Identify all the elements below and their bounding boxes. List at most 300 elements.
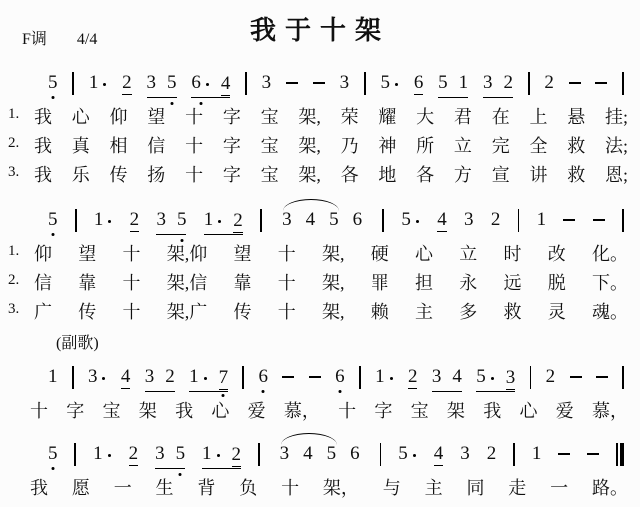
note-body <box>93 443 112 464</box>
duration-dot <box>395 83 398 86</box>
lyric-syllable: 罪 <box>370 273 389 293</box>
beam-group <box>204 209 243 235</box>
note-body <box>460 443 470 464</box>
lyric-syllable: 脱 <box>547 273 566 293</box>
note-body <box>48 366 58 387</box>
note-digit: 1 <box>48 366 58 387</box>
note <box>156 209 166 234</box>
barline <box>528 72 530 95</box>
low-octave-dot <box>170 102 173 105</box>
note-digit: 3 <box>431 366 442 387</box>
note-body <box>48 209 58 230</box>
note-digit: 3 <box>339 72 350 93</box>
lyric-syllable: 同 <box>466 478 485 498</box>
note-digit: 3 <box>460 443 470 464</box>
beam-group <box>147 72 177 98</box>
note <box>432 366 442 391</box>
note <box>147 72 157 97</box>
lyric-syllable: 愿 <box>71 478 90 498</box>
note-digit: 5 <box>401 209 411 230</box>
beam-group <box>202 443 241 469</box>
note <box>381 72 400 93</box>
lyric-syllable: 十 <box>338 401 357 421</box>
note <box>145 366 155 391</box>
lyric-syllable: 十 <box>30 401 48 421</box>
note-digit: 2 <box>122 72 132 93</box>
note-digit: 2 <box>165 366 175 387</box>
lyric-syllable: 信 <box>34 273 52 293</box>
lyric-syllable: 靠 <box>78 273 97 293</box>
note <box>129 443 139 466</box>
barline <box>74 443 76 466</box>
barline <box>513 443 515 466</box>
lyric-syllable: 救 <box>503 302 522 322</box>
note-body <box>282 209 292 230</box>
duration-dash <box>558 453 570 455</box>
note-digit: 1 <box>458 72 469 93</box>
low-octave-dot <box>199 102 202 105</box>
lyric-syllable: 完 <box>491 136 510 156</box>
lyric-syllable: 十 <box>122 244 141 264</box>
lyric-syllable: 十 <box>122 302 141 322</box>
note <box>219 367 229 390</box>
barline <box>72 366 74 389</box>
lyric-syllable: 信 <box>147 136 166 156</box>
note-digit: 1 <box>88 72 99 93</box>
lyric-syllable: 多 <box>459 302 478 322</box>
note <box>233 210 243 233</box>
note-digit: 2 <box>407 366 418 387</box>
note <box>532 443 542 464</box>
note-body <box>487 443 497 464</box>
lyric-syllable: 架,广 <box>166 302 208 322</box>
note-digit: 5 <box>398 443 408 464</box>
lyric-syllable: 宝 <box>102 401 121 421</box>
note <box>221 73 231 96</box>
note <box>48 72 58 93</box>
barline <box>75 209 77 232</box>
note <box>130 209 140 232</box>
note-digit: 2 <box>544 72 554 93</box>
note-body <box>537 209 547 230</box>
note-body <box>89 72 108 93</box>
lyric-syllable: 望 <box>147 107 166 127</box>
verse-number: 3. <box>8 164 20 180</box>
lyric-syllable: 赖 <box>370 302 389 322</box>
thin-bar <box>616 443 618 466</box>
note-digit: 6 <box>191 72 201 93</box>
note-digit: 3 <box>279 443 290 464</box>
beam-group <box>155 443 185 469</box>
note <box>189 366 208 391</box>
note <box>48 209 58 230</box>
note-digit: 5 <box>476 366 486 387</box>
note-digit: 2 <box>233 209 243 231</box>
note <box>48 366 58 387</box>
note-digit: 5 <box>176 209 187 230</box>
verse-row <box>8 103 628 131</box>
note-digit: 2 <box>128 443 139 464</box>
note-digit: 3 <box>155 443 165 464</box>
chorus-lyric-line <box>30 397 628 425</box>
lyric-syllable: 慕， <box>283 401 320 421</box>
song-title: 我于十架 <box>249 15 390 45</box>
note-body <box>335 366 345 387</box>
lyric-syllable: 心 <box>211 401 230 421</box>
lyric-syllable: 永 <box>459 273 478 293</box>
note <box>94 209 113 230</box>
note-body <box>375 366 394 387</box>
duration-dash <box>309 376 321 378</box>
note-digit: 5 <box>48 443 58 464</box>
note-body <box>544 72 554 93</box>
note-digit: 5 <box>380 72 390 93</box>
lyric-syllable: 字 <box>222 107 241 127</box>
beam-group <box>145 366 175 392</box>
verse-row <box>8 269 628 297</box>
lyric-syllable: 望 <box>78 244 97 264</box>
note-body <box>121 366 131 389</box>
note <box>232 444 242 467</box>
note-body <box>306 209 316 230</box>
syllable-row <box>30 397 628 423</box>
note-body <box>280 443 290 464</box>
duration-dot <box>413 454 416 457</box>
note-body <box>340 72 350 93</box>
note-digit: 7 <box>218 366 229 388</box>
lyric-syllable: 主 <box>424 478 443 498</box>
note-digit: 1 <box>189 366 199 387</box>
note-digit: 1 <box>531 443 542 464</box>
key-signature: F调 <box>22 31 47 48</box>
note <box>476 366 495 391</box>
lyric-syllable: 扬 <box>147 165 166 185</box>
note <box>262 72 272 93</box>
note <box>93 443 112 464</box>
duration-dash <box>570 376 582 378</box>
note-digit: 5 <box>438 72 448 93</box>
note <box>329 209 339 230</box>
duration-dot <box>218 220 221 223</box>
duration-dot <box>102 377 105 380</box>
lyric-syllable: 传 <box>109 165 128 185</box>
lyric-syllable: 救 <box>567 136 586 156</box>
lyric-syllable: 在 <box>491 107 510 127</box>
note <box>89 72 108 93</box>
lyric-syllable: 悬 <box>567 107 586 127</box>
lyric-syllable: 挂; <box>604 107 628 127</box>
lyric-syllable: 宝 <box>260 107 279 127</box>
note-body <box>353 209 363 230</box>
lyric-syllable: 心 <box>415 244 433 264</box>
note <box>438 72 448 97</box>
note-digit: 1 <box>93 209 104 230</box>
lyric-syllable: 宣 <box>491 165 510 185</box>
lyric-syllable: 架,信 <box>166 273 208 293</box>
duration-dot <box>103 83 106 86</box>
beam-group <box>476 366 515 392</box>
music-line-2 <box>48 195 624 239</box>
chorus-label: (副歌) <box>56 335 99 352</box>
note <box>408 366 418 389</box>
lyric-syllable: 改 <box>547 244 566 264</box>
lyric-syllable: 我 <box>34 107 52 127</box>
barline <box>359 366 361 389</box>
lyric-syllable: 恩; <box>604 165 628 185</box>
lyric-syllable: 爱 <box>247 401 266 421</box>
note-body <box>398 443 417 464</box>
lyric-syllable: 十 <box>185 165 204 185</box>
lyric-syllable: 相 <box>109 136 128 156</box>
barline <box>260 209 262 232</box>
note <box>165 366 175 391</box>
low-octave-dot <box>51 96 54 99</box>
note-digit: 3 <box>261 72 272 93</box>
lyric-syllable: 一 <box>113 478 132 498</box>
low-octave-dot <box>338 390 341 393</box>
lyric-syllable: 化。 <box>592 244 628 264</box>
duration-dot <box>416 220 419 223</box>
duration-dash <box>282 376 294 378</box>
duration-dash <box>286 82 298 84</box>
note <box>122 72 132 95</box>
note-digit: 2 <box>545 366 556 387</box>
note-digit: 1 <box>203 209 214 230</box>
lyric-syllable: 魂。 <box>592 302 628 322</box>
barline <box>622 72 624 95</box>
syllable-row <box>30 474 628 500</box>
lyric-syllable: 传 <box>78 302 97 322</box>
time-signature: 4/4 <box>76 31 98 48</box>
low-octave-dot <box>51 467 54 470</box>
lyric-syllable: 架, <box>298 136 321 156</box>
duration-dot <box>491 377 494 380</box>
note-digit: 1 <box>202 443 212 464</box>
note <box>48 443 58 464</box>
beam-group <box>432 366 462 392</box>
note <box>204 209 223 234</box>
syllable-row <box>34 298 628 324</box>
note-digit: 5 <box>48 72 58 93</box>
note <box>202 443 221 468</box>
note-body <box>129 443 139 466</box>
lyric-syllable: 下。 <box>592 273 628 293</box>
verse-number: 2. <box>8 135 20 151</box>
note <box>176 443 186 468</box>
lyric-syllable: 架, <box>322 273 345 293</box>
lyric-syllable: 架,仰 <box>166 244 208 264</box>
syllable-row <box>34 132 628 158</box>
lyric-syllable: 宝 <box>410 401 429 421</box>
duration-dot <box>206 83 209 86</box>
note-body <box>546 366 556 387</box>
note <box>335 366 345 387</box>
note <box>282 209 292 230</box>
lyric-syllable: 仰 <box>109 107 128 127</box>
note-digit: 3 <box>282 209 292 230</box>
note-body <box>350 443 360 464</box>
note <box>537 209 547 230</box>
note-body <box>88 366 107 387</box>
note <box>121 366 131 389</box>
lyric-syllable: 走 <box>508 478 527 498</box>
verse-block-1 <box>0 103 640 189</box>
lyric-syllable: 心 <box>519 401 538 421</box>
duration-dash <box>569 82 581 84</box>
syllable-row <box>34 240 628 266</box>
note <box>460 443 470 464</box>
lyric-syllable: 方 <box>453 165 472 185</box>
lyric-syllable: 大 <box>416 107 435 127</box>
lyric-syllable: 救 <box>567 165 586 185</box>
lyric-syllable: 十 <box>185 107 204 127</box>
note <box>280 443 290 464</box>
lyric-syllable: 我 <box>34 165 52 185</box>
lyric-syllable: 生 <box>155 478 174 498</box>
note-digit: 4 <box>452 366 462 387</box>
note-body <box>327 443 337 464</box>
note <box>437 209 447 232</box>
lyric-syllable: 字 <box>222 136 241 156</box>
duration-dash <box>587 453 599 455</box>
lyric-syllable: 字 <box>66 401 85 421</box>
note-digit: 4 <box>220 72 231 94</box>
duration-dot <box>204 377 207 380</box>
lyric-syllable: 望 <box>233 244 252 264</box>
note <box>340 72 350 93</box>
low-octave-dot <box>180 239 183 242</box>
lyric-syllable: 耀 <box>378 107 397 127</box>
lyric-syllable: 慕， <box>591 401 628 421</box>
note <box>350 443 360 464</box>
note-body <box>464 209 474 230</box>
beam-group <box>191 72 230 98</box>
note-digit: 2 <box>503 72 513 93</box>
lyric-syllable: 硬 <box>370 244 389 264</box>
lyric-syllable: 所 <box>416 136 435 156</box>
note <box>167 72 177 97</box>
note <box>459 72 469 97</box>
lyric-syllable: 背 <box>197 478 216 498</box>
note-body <box>532 443 542 464</box>
lyric-syllable: 负 <box>239 478 258 498</box>
syllable-row <box>34 103 628 129</box>
barline <box>258 443 260 466</box>
note <box>483 72 493 97</box>
note <box>155 443 165 468</box>
note-digit: 3 <box>146 72 156 93</box>
note <box>177 209 187 234</box>
syllable-row <box>34 269 628 295</box>
lyric-syllable: 宝 <box>260 165 279 185</box>
lyric-syllable: 讲 <box>529 165 548 185</box>
note <box>303 443 313 464</box>
lyric-syllable: 十 <box>122 273 141 293</box>
note-body <box>329 209 339 230</box>
lyric-syllable: 字 <box>374 401 393 421</box>
lyric-syllable: 各 <box>416 165 435 185</box>
note <box>375 366 394 387</box>
lyric-syllable: 宝 <box>260 136 279 156</box>
barline <box>622 209 624 232</box>
note-digit: 4 <box>120 366 131 387</box>
duration-dash <box>595 82 607 84</box>
lyric-syllable: 法; <box>604 136 628 156</box>
note-body <box>437 209 447 232</box>
note-digit: 5 <box>48 209 58 230</box>
note-digit: 3 <box>464 209 474 230</box>
beam-group <box>189 366 228 392</box>
note <box>452 366 462 391</box>
note-digit: 2 <box>129 209 140 230</box>
note-digit: 6 <box>335 366 345 387</box>
duration-dot <box>108 454 111 457</box>
note-digit: 3 <box>87 366 98 387</box>
lyric-syllable: 一 <box>550 478 569 498</box>
note <box>88 366 107 387</box>
lyric-syllable: 灵 <box>547 302 566 322</box>
lyric-syllable: 时 <box>503 244 522 264</box>
note <box>464 209 474 230</box>
duration-dash <box>313 82 325 84</box>
barline <box>364 72 366 95</box>
lyric-syllable: 上 <box>529 107 548 127</box>
final-barline <box>616 443 624 466</box>
lyric-syllable: 传 <box>233 302 252 322</box>
lyric-syllable: 路。 <box>591 478 628 498</box>
slur-group <box>277 443 363 464</box>
lyric-syllable: 我 <box>483 401 502 421</box>
note-digit: 3 <box>144 366 155 387</box>
note-body <box>48 72 58 93</box>
barline <box>518 209 520 232</box>
note-digit: 2 <box>486 443 497 464</box>
lyric-syllable: 远 <box>503 273 522 293</box>
note-body <box>434 443 444 466</box>
lyric-syllable: 我 <box>175 401 194 421</box>
note <box>487 443 497 464</box>
note-digit: 4 <box>433 443 444 464</box>
lyric-syllable: 各 <box>340 165 359 185</box>
note-body <box>408 366 418 389</box>
lyric-syllable: 字 <box>222 165 241 185</box>
beam-group <box>156 209 186 235</box>
note-digit: 4 <box>437 209 447 230</box>
lyric-syllable: 十 <box>277 273 296 293</box>
note-digit: 1 <box>93 443 103 464</box>
note-digit: 6 <box>350 443 360 464</box>
note-body <box>381 72 400 93</box>
verse-row <box>8 298 628 326</box>
note <box>506 367 516 390</box>
verse-number: 1. <box>8 106 20 122</box>
low-octave-dot <box>179 473 182 476</box>
lyric-syllable: 广 <box>34 302 52 322</box>
duration-dash <box>596 376 608 378</box>
note <box>401 209 420 230</box>
lyric-syllable: 乃 <box>340 136 359 156</box>
lyric-syllable: 乐 <box>71 165 90 185</box>
note <box>414 72 424 95</box>
verse-number: 3. <box>8 301 20 317</box>
lyric-syllable: 立 <box>459 244 478 264</box>
note-digit: 6 <box>258 366 268 387</box>
note-digit: 5 <box>167 72 177 93</box>
note-body <box>48 443 58 464</box>
lyric-syllable: 架, <box>298 107 321 127</box>
lyric-syllable: 与 <box>382 478 401 498</box>
note-digit: 3 <box>156 209 166 230</box>
